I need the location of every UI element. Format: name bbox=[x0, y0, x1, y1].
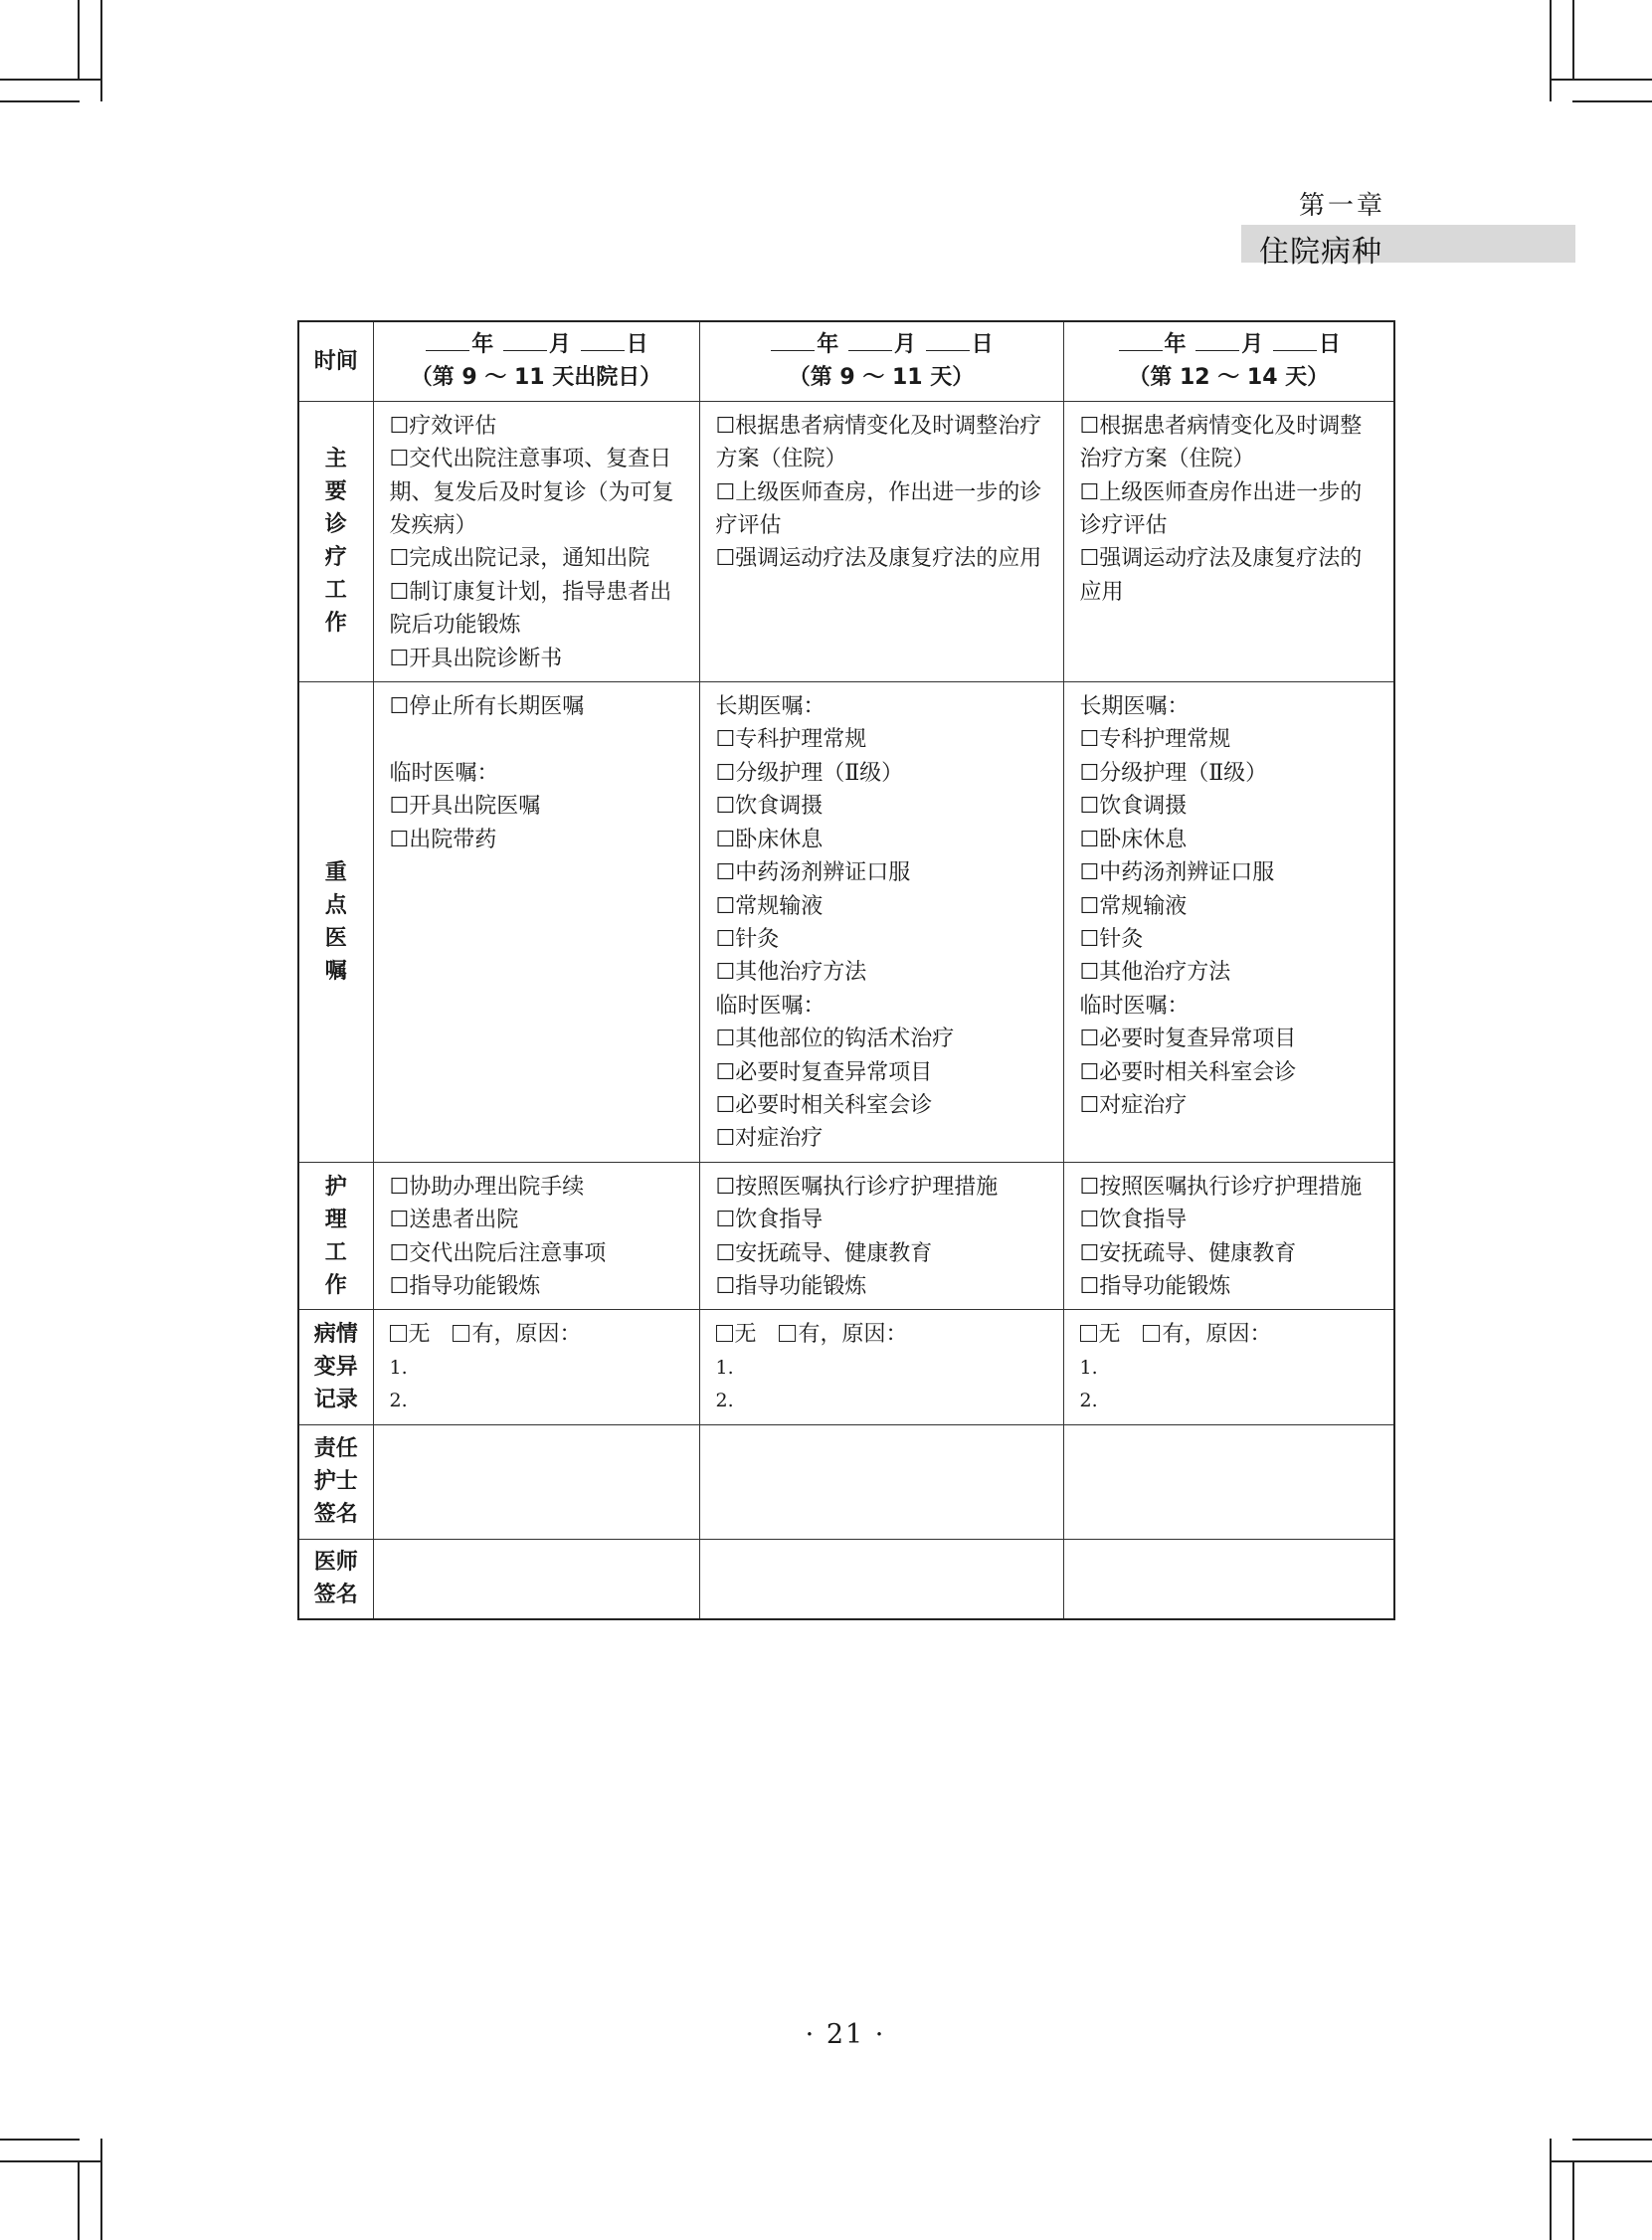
crop-mark bbox=[1572, 100, 1652, 102]
variance-none-checkbox[interactable] bbox=[1080, 1325, 1097, 1342]
checklist-item[interactable]: ☐上级医师查房，作出进一步的诊 bbox=[715, 479, 1042, 505]
variance-none-label: 无 bbox=[1098, 1322, 1121, 1348]
row-label-char: 责任 bbox=[313, 1436, 358, 1462]
date-blank[interactable] bbox=[771, 329, 815, 351]
variance-yes-label: 有，原因： bbox=[471, 1322, 582, 1348]
date-blank[interactable] bbox=[426, 329, 469, 351]
row-label-char: 护 bbox=[324, 1174, 347, 1200]
row-label-char: 签名 bbox=[313, 1583, 358, 1608]
checklist-item[interactable]: ☐强调运动疗法及康复疗法的 bbox=[1079, 546, 1363, 572]
variance-yes-label: 有，原因： bbox=[798, 1322, 908, 1348]
variance-reason-line[interactable]: 1. bbox=[389, 1356, 408, 1379]
checklist-item[interactable]: ☐协助办理出院手续 bbox=[389, 1174, 585, 1200]
date-header-3 bbox=[1063, 321, 1394, 401]
period-label: （第 12 ～ 14 天） bbox=[1128, 365, 1330, 391]
chapter-label: 第一章 bbox=[1298, 191, 1385, 221]
nursing-row bbox=[298, 1162, 1394, 1310]
variance-none-checkbox[interactable] bbox=[390, 1325, 407, 1342]
checklist-item[interactable]: ☐常规输液 bbox=[715, 893, 824, 919]
date-header-1 bbox=[373, 321, 699, 401]
checklist-item[interactable]: ☐饮食指导 bbox=[715, 1208, 824, 1233]
variance-yes-checkbox[interactable] bbox=[1143, 1325, 1160, 1342]
crop-mark bbox=[0, 2139, 80, 2141]
row-label-char: 嘱 bbox=[324, 958, 347, 984]
checklist-item[interactable]: ☐其他治疗方法 bbox=[715, 960, 867, 986]
row-label-char: 医 bbox=[324, 925, 347, 951]
row-label-char: 主 bbox=[324, 447, 347, 472]
row-label-char: 重 bbox=[324, 859, 347, 885]
nursing-cell-3 bbox=[1063, 1162, 1394, 1310]
crop-mark bbox=[1550, 0, 1552, 101]
main-work-cell-3 bbox=[1063, 401, 1394, 681]
crop-mark bbox=[0, 2160, 101, 2162]
variance-options bbox=[390, 1318, 685, 1351]
row-label-char: 理 bbox=[324, 1207, 347, 1232]
doctor-sign-label bbox=[298, 1539, 373, 1619]
checklist-item[interactable]: ☐开具出院诊断书 bbox=[389, 646, 563, 671]
row-label-char: 签名 bbox=[313, 1502, 358, 1528]
crop-mark bbox=[1572, 2139, 1652, 2141]
cell-text: 院后功能锻炼 bbox=[389, 613, 521, 639]
nursing-label bbox=[298, 1162, 373, 1310]
date-blank[interactable] bbox=[926, 329, 970, 351]
month-label: 月 bbox=[548, 332, 571, 357]
doctor-sign-field[interactable] bbox=[373, 1539, 699, 1619]
checklist-item[interactable]: ☐饮食调摄 bbox=[1079, 794, 1188, 820]
key-orders-label bbox=[298, 682, 373, 1163]
key-orders-cell-3 bbox=[1063, 682, 1394, 1163]
date-blank[interactable] bbox=[1273, 329, 1317, 351]
row-label-char: 点 bbox=[324, 892, 347, 918]
checklist-item[interactable]: ☐按照医嘱执行诊疗护理措施 bbox=[715, 1174, 999, 1200]
checklist-item[interactable]: ☐根据患者病情变化及时调整 bbox=[1079, 413, 1363, 439]
variance-yes-checkbox[interactable] bbox=[779, 1325, 796, 1342]
checklist-item[interactable]: ☐其他部位的钩活术治疗 bbox=[715, 1027, 955, 1052]
variance-reason-line[interactable]: 1. bbox=[1079, 1356, 1098, 1379]
cell-text: 应用 bbox=[1079, 579, 1124, 605]
checklist-item[interactable]: ☐针灸 bbox=[715, 926, 780, 952]
checklist-item[interactable]: ☐分级护理（Ⅱ级） bbox=[1079, 760, 1268, 786]
clinical-pathway-table bbox=[297, 320, 1395, 1620]
key-orders-cell-1 bbox=[373, 682, 699, 1163]
checklist-item[interactable]: ☐完成出院记录，通知出院 bbox=[389, 546, 650, 572]
cell-text: 疗评估 bbox=[715, 513, 782, 539]
cell-text: 诊疗评估 bbox=[1079, 513, 1168, 539]
crop-mark bbox=[1572, 0, 1574, 80]
nursing-cell-1 bbox=[373, 1162, 699, 1310]
date-blank[interactable] bbox=[1119, 329, 1163, 351]
crop-mark bbox=[1550, 2139, 1552, 2240]
cell-text: 临时医嘱： bbox=[1079, 993, 1190, 1019]
time-row bbox=[298, 321, 1394, 401]
variance-reason-line[interactable]: 2. bbox=[715, 1390, 734, 1412]
date-blank[interactable] bbox=[581, 329, 625, 351]
checklist-item[interactable]: ☐根据患者病情变化及时调整治疗 bbox=[715, 413, 1042, 439]
checklist-item[interactable]: ☐安抚疏导、健康教育 bbox=[1079, 1240, 1297, 1266]
checklist-item[interactable]: ☐指导功能锻炼 bbox=[389, 1273, 541, 1299]
main-work-label bbox=[298, 401, 373, 681]
date-header-2 bbox=[699, 321, 1063, 401]
checklist-item[interactable]: ☐制订康复计划，指导患者出 bbox=[389, 579, 672, 605]
main-work-cell-1 bbox=[373, 401, 699, 681]
checklist-item[interactable]: ☐中药汤剂辨证口服 bbox=[1079, 860, 1275, 886]
variance-reason-line[interactable]: 2. bbox=[1079, 1390, 1098, 1412]
checklist-item[interactable]: ☐对症治疗 bbox=[1079, 1092, 1188, 1118]
checklist-item[interactable]: ☐送患者出院 bbox=[389, 1208, 519, 1233]
year-label: 年 bbox=[471, 332, 494, 357]
cell-text: 发疾病） bbox=[389, 513, 477, 539]
checklist-item[interactable]: ☐疗效评估 bbox=[389, 413, 497, 439]
crop-mark bbox=[100, 2139, 102, 2240]
main-work-row bbox=[298, 401, 1394, 681]
checklist-item[interactable]: ☐指导功能锻炼 bbox=[715, 1273, 867, 1299]
checklist-item[interactable]: ☐出院带药 bbox=[389, 827, 497, 852]
checklist-item[interactable]: ☐必要时相关科室会诊 bbox=[1079, 1059, 1297, 1085]
time-label: 时间 bbox=[298, 321, 373, 401]
variance-reason-line[interactable]: 2. bbox=[389, 1390, 408, 1412]
checklist-item[interactable]: ☐必要时复查异常项目 bbox=[715, 1059, 933, 1085]
row-label-char: 记录 bbox=[313, 1387, 358, 1412]
row-label-char: 工 bbox=[324, 578, 347, 604]
checklist-item[interactable]: ☐分级护理（Ⅱ级） bbox=[715, 760, 904, 786]
row-label-char: 变异 bbox=[313, 1354, 358, 1380]
cell-text: 期、复发后及时复诊（为可复 bbox=[389, 479, 674, 505]
section-title: 住院病种 bbox=[1259, 235, 1382, 270]
nurse-sign-row bbox=[298, 1424, 1394, 1539]
cell-text: 长期医嘱： bbox=[1079, 694, 1190, 720]
crop-mark bbox=[100, 0, 102, 101]
period-label: （第 9 ～ 11 天出院日） bbox=[410, 365, 662, 391]
checklist-item[interactable]: ☐必要时复查异常项目 bbox=[1079, 1027, 1297, 1052]
checklist-item[interactable]: ☐常规输液 bbox=[1079, 893, 1188, 919]
cell-text: 方案（住院） bbox=[715, 447, 847, 472]
checklist-item[interactable]: ☐安抚疏导、健康教育 bbox=[715, 1240, 933, 1266]
day-label: 日 bbox=[1318, 332, 1341, 357]
cell-text: 临时医嘱： bbox=[715, 993, 826, 1019]
checklist-item[interactable]: ☐按照医嘱执行诊疗护理措施 bbox=[1079, 1174, 1363, 1200]
day-label: 日 bbox=[626, 332, 648, 357]
year-label: 年 bbox=[817, 332, 839, 357]
cell-text: 长期医嘱： bbox=[715, 694, 826, 720]
checklist-item[interactable]: ☐卧床休息 bbox=[715, 827, 824, 852]
year-label: 年 bbox=[1164, 332, 1187, 357]
checklist-item[interactable]: ☐专科护理常规 bbox=[715, 727, 867, 753]
crop-mark bbox=[78, 2160, 80, 2240]
crop-mark bbox=[1572, 2160, 1574, 2240]
row-label-char: 作 bbox=[324, 1272, 347, 1298]
variance-none-label: 无 bbox=[408, 1322, 431, 1348]
checklist-item[interactable]: ☐强调运动疗法及康复疗法的应用 bbox=[715, 546, 1042, 572]
cell-text: 临时医嘱： bbox=[389, 760, 499, 786]
variance-options bbox=[716, 1318, 1049, 1351]
doctor-sign-field[interactable] bbox=[1063, 1539, 1394, 1619]
doctor-sign-row bbox=[298, 1539, 1394, 1619]
variance-options bbox=[1080, 1318, 1380, 1351]
variance-none-label: 无 bbox=[734, 1322, 757, 1348]
key-orders-cell-2 bbox=[699, 682, 1063, 1163]
checklist-item[interactable]: ☐针灸 bbox=[1079, 926, 1144, 952]
checklist-item[interactable]: ☐饮食指导 bbox=[1079, 1208, 1188, 1233]
doctor-sign-field[interactable] bbox=[699, 1539, 1063, 1619]
variance-yes-checkbox[interactable] bbox=[453, 1325, 469, 1342]
nurse-sign-label bbox=[298, 1424, 373, 1539]
day-label: 日 bbox=[971, 332, 994, 357]
row-label-char: 医师 bbox=[313, 1550, 358, 1576]
nurse-sign-field[interactable] bbox=[1063, 1424, 1394, 1539]
checklist-item[interactable]: ☐饮食调摄 bbox=[715, 794, 824, 820]
nursing-cell-2 bbox=[699, 1162, 1063, 1310]
variance-none-checkbox[interactable] bbox=[716, 1325, 733, 1342]
variance-reason-line[interactable]: 1. bbox=[715, 1356, 734, 1379]
date-blank[interactable] bbox=[1195, 329, 1239, 351]
month-label: 月 bbox=[1241, 332, 1264, 357]
nurse-sign-field[interactable] bbox=[373, 1424, 699, 1539]
checklist-item[interactable]: ☐卧床休息 bbox=[1079, 827, 1188, 852]
crop-mark bbox=[1550, 2160, 1652, 2162]
checklist-item[interactable]: ☐专科护理常规 bbox=[1079, 727, 1231, 753]
row-label-char: 护士 bbox=[313, 1469, 358, 1495]
crop-mark bbox=[78, 0, 80, 80]
row-label-char: 作 bbox=[324, 611, 347, 637]
period-label: （第 9 ～ 11 天） bbox=[788, 365, 975, 391]
cell-text: 治疗方案（住院） bbox=[1079, 447, 1255, 472]
month-label: 月 bbox=[893, 332, 916, 357]
main-work-cell-2 bbox=[699, 401, 1063, 681]
crop-mark bbox=[0, 79, 101, 81]
row-label-char: 工 bbox=[324, 1239, 347, 1265]
checklist-item[interactable]: ☐对症治疗 bbox=[715, 1126, 824, 1152]
variance-label bbox=[298, 1310, 373, 1424]
crop-mark bbox=[0, 100, 80, 102]
variance-cell-1 bbox=[373, 1310, 699, 1424]
checklist-item[interactable]: ☐停止所有长期医嘱 bbox=[389, 694, 585, 720]
row-label-char: 要 bbox=[324, 479, 347, 505]
date-blank[interactable] bbox=[848, 329, 892, 351]
checklist-item[interactable]: ☐交代出院后注意事项 bbox=[389, 1240, 607, 1266]
variance-row bbox=[298, 1310, 1394, 1424]
nurse-sign-field[interactable] bbox=[699, 1424, 1063, 1539]
checklist-item[interactable]: ☐指导功能锻炼 bbox=[1079, 1273, 1231, 1299]
row-label-char: 疗 bbox=[324, 545, 347, 571]
key-orders-row bbox=[298, 682, 1394, 1163]
crop-mark bbox=[1550, 79, 1652, 81]
checklist-item[interactable]: ☐必要时相关科室会诊 bbox=[715, 1092, 933, 1118]
checklist-item[interactable]: ☐上级医师查房作出进一步的 bbox=[1079, 479, 1363, 505]
checklist-item[interactable]: ☐开具出院医嘱 bbox=[389, 794, 541, 820]
variance-yes-label: 有，原因： bbox=[1162, 1322, 1272, 1348]
row-label-char: 诊 bbox=[324, 512, 347, 538]
page-number: · 21 · bbox=[805, 2019, 886, 2050]
cell-text bbox=[390, 723, 685, 756]
checklist-item[interactable]: ☐交代出院注意事项、复查日 bbox=[389, 447, 672, 472]
variance-cell-2 bbox=[699, 1310, 1063, 1424]
checklist-item[interactable]: ☐其他治疗方法 bbox=[1079, 960, 1231, 986]
variance-cell-3 bbox=[1063, 1310, 1394, 1424]
checklist-item[interactable]: ☐中药汤剂辨证口服 bbox=[715, 860, 911, 886]
date-blank[interactable] bbox=[503, 329, 547, 351]
row-label-char: 病情 bbox=[313, 1321, 358, 1347]
